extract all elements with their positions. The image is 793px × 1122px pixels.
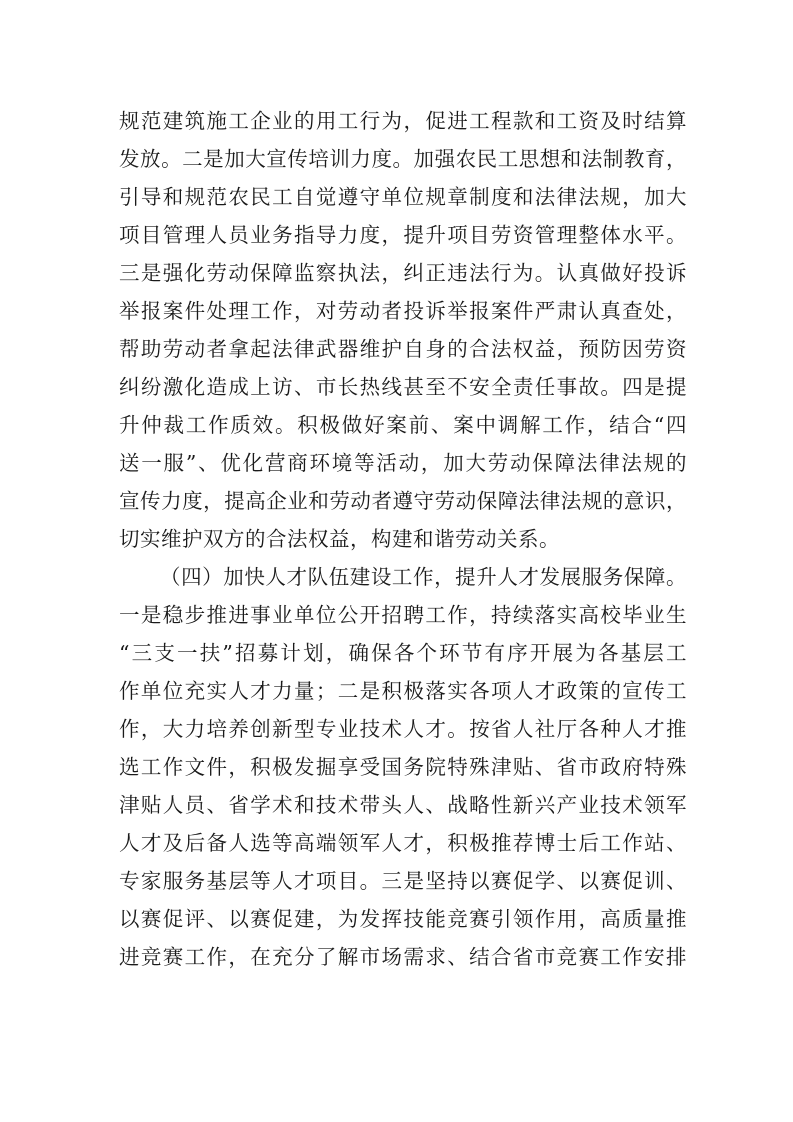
text-line: 宣传力度，提高企业和劳动者遵守劳动保障法律法规的意识， [119, 489, 687, 513]
text-line: “三支一扶”招募计划，确保各个环节有序开展为各基层工 [119, 641, 687, 665]
text-line: 津贴人员、省学术和技术带头人、战略性新兴产业技术领军 [119, 793, 687, 817]
text-line: 选工作文件，积极发掘享受国务院特殊津贴、省市政府特殊 [119, 755, 687, 779]
text-line: 专家服务基层等人才项目。三是坚持以赛促学、以赛促训、 [119, 869, 687, 893]
text-line: 发放。二是加大宣传培训力度。加强农民工思想和法制教育， [119, 147, 687, 171]
text-line: 升仲裁工作质效。积极做好案前、案中调解工作，结合“四 [119, 413, 687, 437]
text-line: 人才及后备人选等高端领军人才，积极推荐博士后工作站、 [119, 831, 687, 855]
text-line: 三是强化劳动保障监察执法，纠正违法行为。认真做好投诉 [119, 261, 687, 285]
document-body [119, 102, 687, 976]
section-heading-line: （四）加快人才队伍建设工作，提升人才发展服务保障。 [160, 565, 687, 589]
text-line: 项目管理人员业务指导力度，提升项目劳资管理整体水平。 [119, 223, 687, 247]
paragraph-end-line: 切实维护双方的合法权益，构建和谐劳动关系。 [119, 527, 560, 551]
text-line: 一是稳步推进事业单位公开招聘工作，持续落实高校毕业生 [119, 603, 687, 627]
text-line: 进竞赛工作，在充分了解市场需求、结合省市竞赛工作安排 [119, 945, 687, 969]
text-line: 举报案件处理工作，对劳动者投诉举报案件严肃认真查处， [119, 299, 687, 323]
text-line: 作，大力培养创新型专业技术人才。按省人社厅各种人才推 [119, 717, 687, 741]
text-line: 作单位充实人才力量；二是积极落实各项人才政策的宣传工 [119, 679, 687, 703]
text-line: 以赛促评、以赛促建，为发挥技能竞赛引领作用，高质量推 [119, 907, 687, 931]
text-line: 引导和规范农民工自觉遵守单位规章制度和法律法规，加大 [119, 185, 687, 209]
text-line: 纠纷激化造成上访、市长热线甚至不安全责任事故。四是提 [119, 375, 687, 399]
text-line: 送一服”、优化营商环境等活动，加大劳动保障法律法规的 [119, 451, 687, 475]
text-line: 规范建筑施工企业的用工行为，促进工程款和工资及时结算 [119, 109, 687, 133]
text-line: 帮助劳动者拿起法律武器维护自身的合法权益，预防因劳资 [119, 337, 687, 361]
